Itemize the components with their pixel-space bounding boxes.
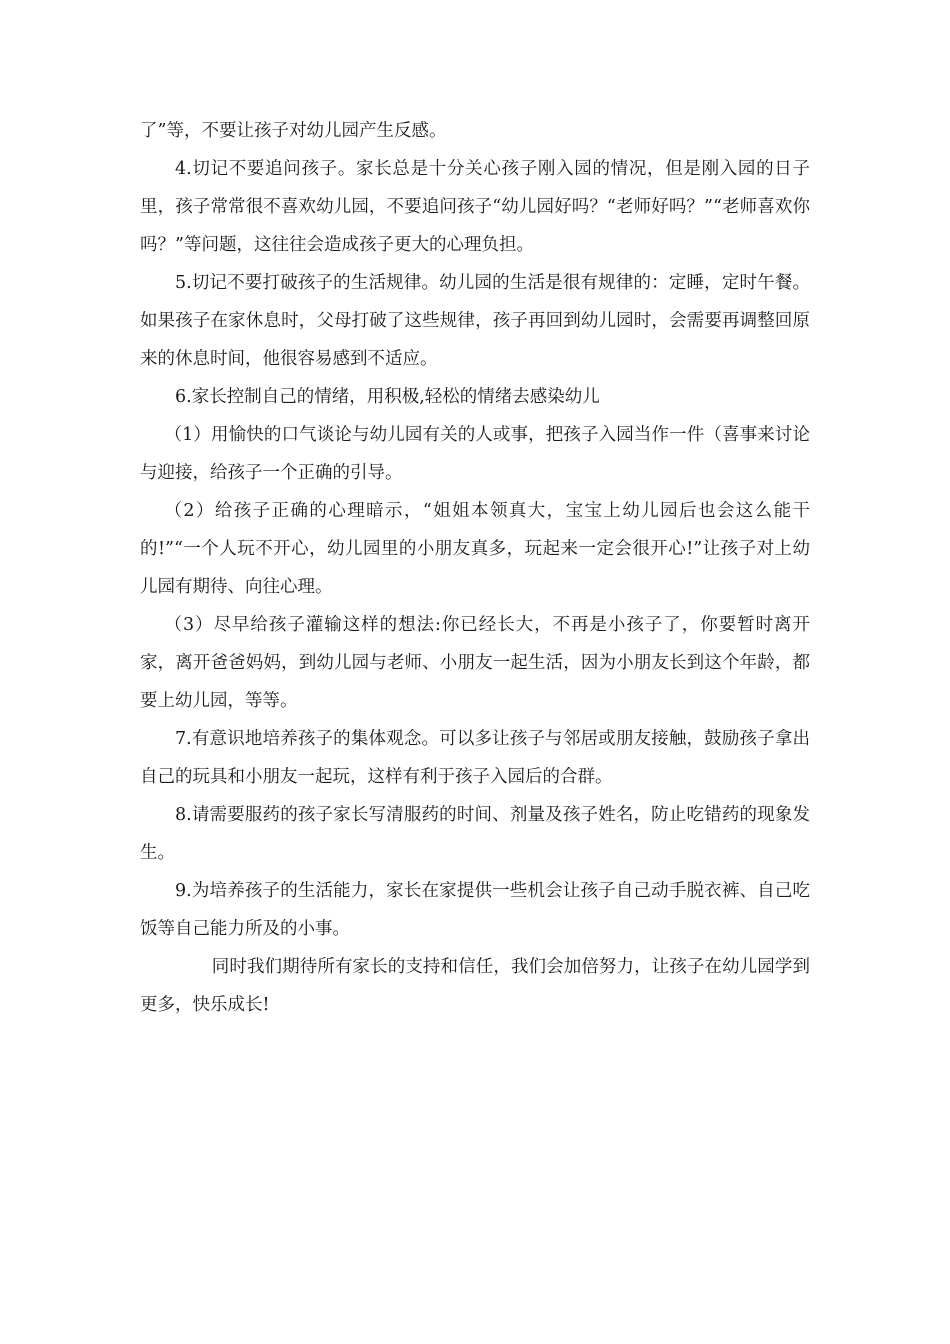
paragraph-subitem-3: （3）尽早给孩子灌输这样的想法:你已经长大，不再是小孩子了，你要暂时离开家，离开爸爸妈妈，到幼儿园与老师、小朋友一起生活，因为小朋友长到这个年龄，都要上幼儿园，等等。 xyxy=(140,615,810,711)
document-body xyxy=(140,112,810,1024)
paragraph-continuation: 了”等，不要让孩子对幼儿园产生反感。 xyxy=(140,121,447,141)
paragraph-item-5: 5.切记不要打破孩子的生活规律。幼儿园的生活是很有规律的：定睡，定时午餐。如果孩子在家休息时，父母打破了这些规律，孩子再回到幼儿园时，会需要再调整回原来的休息时间，他很容易感到不适应。 xyxy=(140,273,810,369)
paragraph-item-6: 6.家长控制自己的情绪，用积极,轻松的情绪去感染幼儿 xyxy=(175,387,600,407)
paragraph-closing: 同时我们期待所有家长的支持和信任，我们会加倍努力，让孩子在幼儿园学到更多，快乐成长! xyxy=(140,957,810,1015)
paragraph-item-4: 4.切记不要追问孩子。家长总是十分关心孩子刚入园的情况，但是刚入园的日子里，孩子常常很不喜欢幼儿园，不要追问孩子“幼儿园好吗？“老师好吗？”“老师喜欢你吗？”等问题，这往往会造成孩子更大的心理负担。 xyxy=(140,159,810,255)
paragraph-subitem-1: （1）用愉快的口气谈论与幼儿园有关的人或事，把孩子入园当作一件（喜事来讨论与迎接，给孩子一个正确的引导。 xyxy=(140,425,810,483)
paragraph-item-9: 9.为培养孩子的生活能力，家长在家提供一些机会让孩子自己动手脱衣裤、自己吃饭等自己能力所及的小事。 xyxy=(140,881,810,939)
paragraph-item-8: 8.请需要服药的孩子家长写清服药的时间、剂量及孩子姓名，防止吃错药的现象发生。 xyxy=(140,805,810,863)
paragraph-item-7: 7.有意识地培养孩子的集体观念。可以多让孩子与邻居或朋友接触，鼓励孩子拿出自己的玩具和小朋友一起玩，这样有利于孩子入园后的合群。 xyxy=(140,729,810,787)
paragraph-subitem-2: （2）给孩子正确的心理暗示，“姐姐本领真大，宝宝上幼儿园后也会这么能干的!”“一个人玩不开心，幼儿园里的小朋友真多，玩起来一定会很开心!”让孩子对上幼儿园有期待、向往心理。 xyxy=(140,501,810,597)
